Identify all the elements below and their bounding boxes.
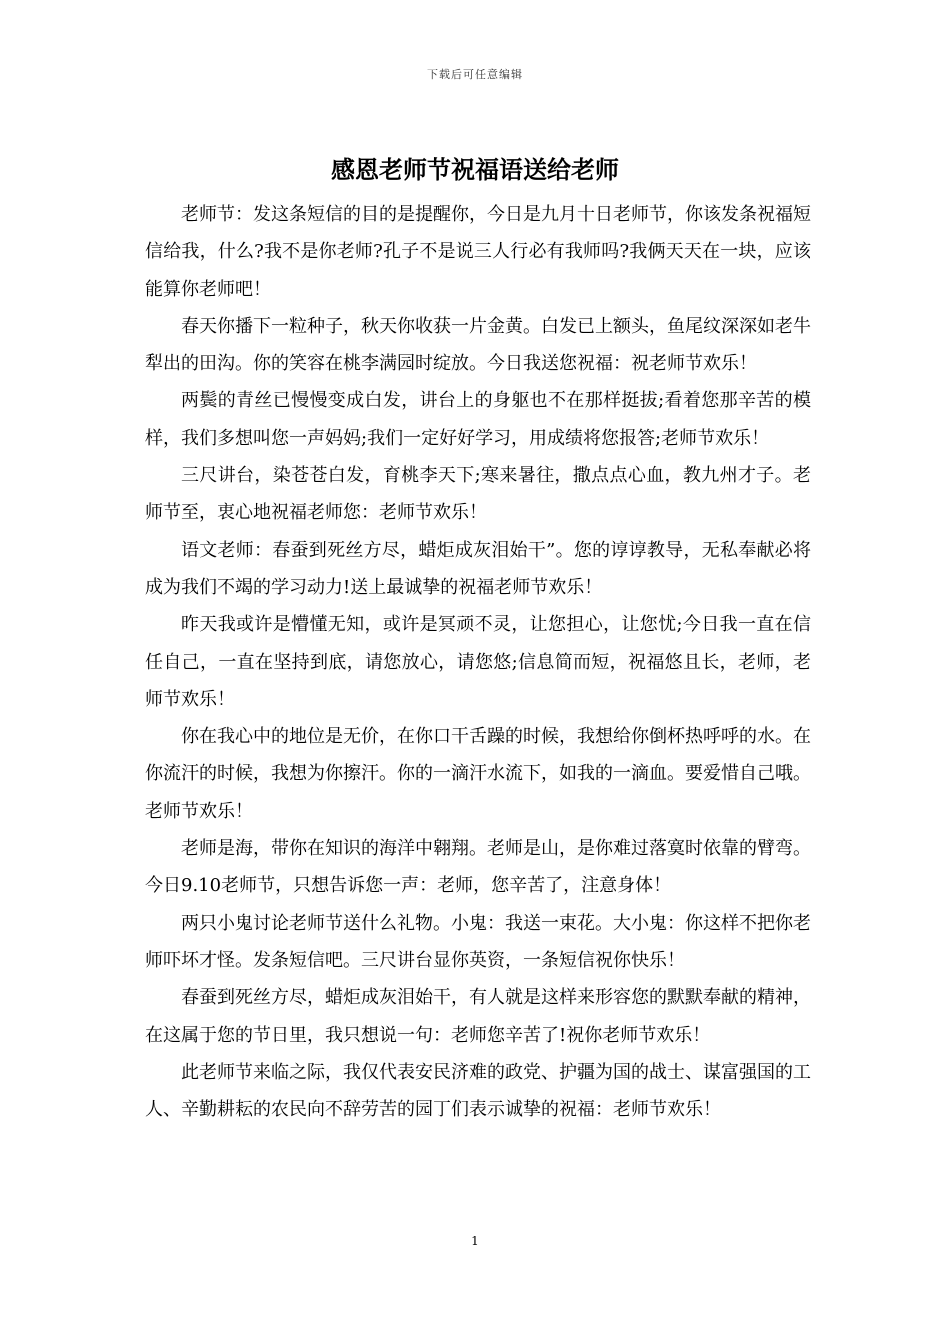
paragraph: 春蚕到死丝方尽，蜡炬成灰泪始干，有人就是这样来形容您的默默奉献的精神，在这属于您的节日里，我只想说一句：老师您辛苦了!祝你老师节欢乐！ xyxy=(145,987,811,1046)
header-note: 下载后可任意编辑 xyxy=(427,68,523,81)
paragraph: 语文老师：春蚕到死丝方尽，蜡炬成灰泪始干”。您的谆谆教导，无私奉献必将成为我们不竭的学习动力!送上最诚挚的祝福老师节欢乐！ xyxy=(145,539,811,598)
paragraph: 昨天我或许是懵懂无知，或许是冥顽不灵，让您担心，让您忧;今日我一直在信任自己，一直在坚持到底，请您放心，请您悠;信息简而短，祝福悠且长，老师，老师节欢乐！ xyxy=(145,614,811,710)
document-title: 感恩老师节祝福语送给老师 xyxy=(331,155,619,184)
paragraph: 老师是海，带你在知识的海洋中翱翔。老师是山，是你难过落寞时依靠的臂弯。今日9.10老师节，只想告诉您一声：老师，您辛苦了，注意身体！ xyxy=(145,838,811,897)
page-number: 1 xyxy=(471,1234,479,1248)
paragraph: 两鬓的青丝已慢慢变成白发，讲台上的身躯也不在那样挺拔;看着您那辛苦的模样，我们多想叫您一声妈妈;我们一定好好学习，用成绩将您报答;老师节欢乐！ xyxy=(145,390,811,449)
paragraph: 两只小鬼讨论老师节送什么礼物。小鬼：我送一束花。大小鬼：你这样不把你老师吓坏才怪。发条短信吧。三尺讲台显你英资，一条短信祝你快乐！ xyxy=(145,912,811,971)
paragraph: 此老师节来临之际，我仅代表安民济难的政党、护疆为国的战士、谋富强国的工人、辛勤耕耘的农民向不辞劳苦的园丁们表示诚挚的祝福：老师节欢乐！ xyxy=(145,1061,811,1121)
document-body xyxy=(145,196,811,1128)
paragraph: 你在我心中的地位是无价，在你口干舌躁的时候，我想给你倒杯热呼呼的水。在你流汗的时候，我想为你擦汗。你的一滴汗水流下，如我的一滴血。要爱惜自己哦。老师节欢乐！ xyxy=(145,726,811,822)
paragraph: 三尺讲台，染苍苍白发，育桃李天下;寒来暑往，撒点点心血，教九州才子。老师节至，衷心地祝福老师您：老师节欢乐！ xyxy=(145,465,811,524)
paragraph: 春天你播下一粒种子，秋天你收获一片金黄。白发已上额头，鱼尾纹深深如老牛犁出的田沟。你的笑容在桃李满园时绽放。今日我送您祝福：祝老师节欢乐！ xyxy=(145,315,811,375)
paragraph: 老师节：发这条短信的目的是提醒你，今日是九月十日老师节，你该发条祝福短信给我，什么?我不是你老师?孔子不是说三人行必有我师吗?我俩天天在一块，应该能算你老师吧！ xyxy=(145,204,811,300)
